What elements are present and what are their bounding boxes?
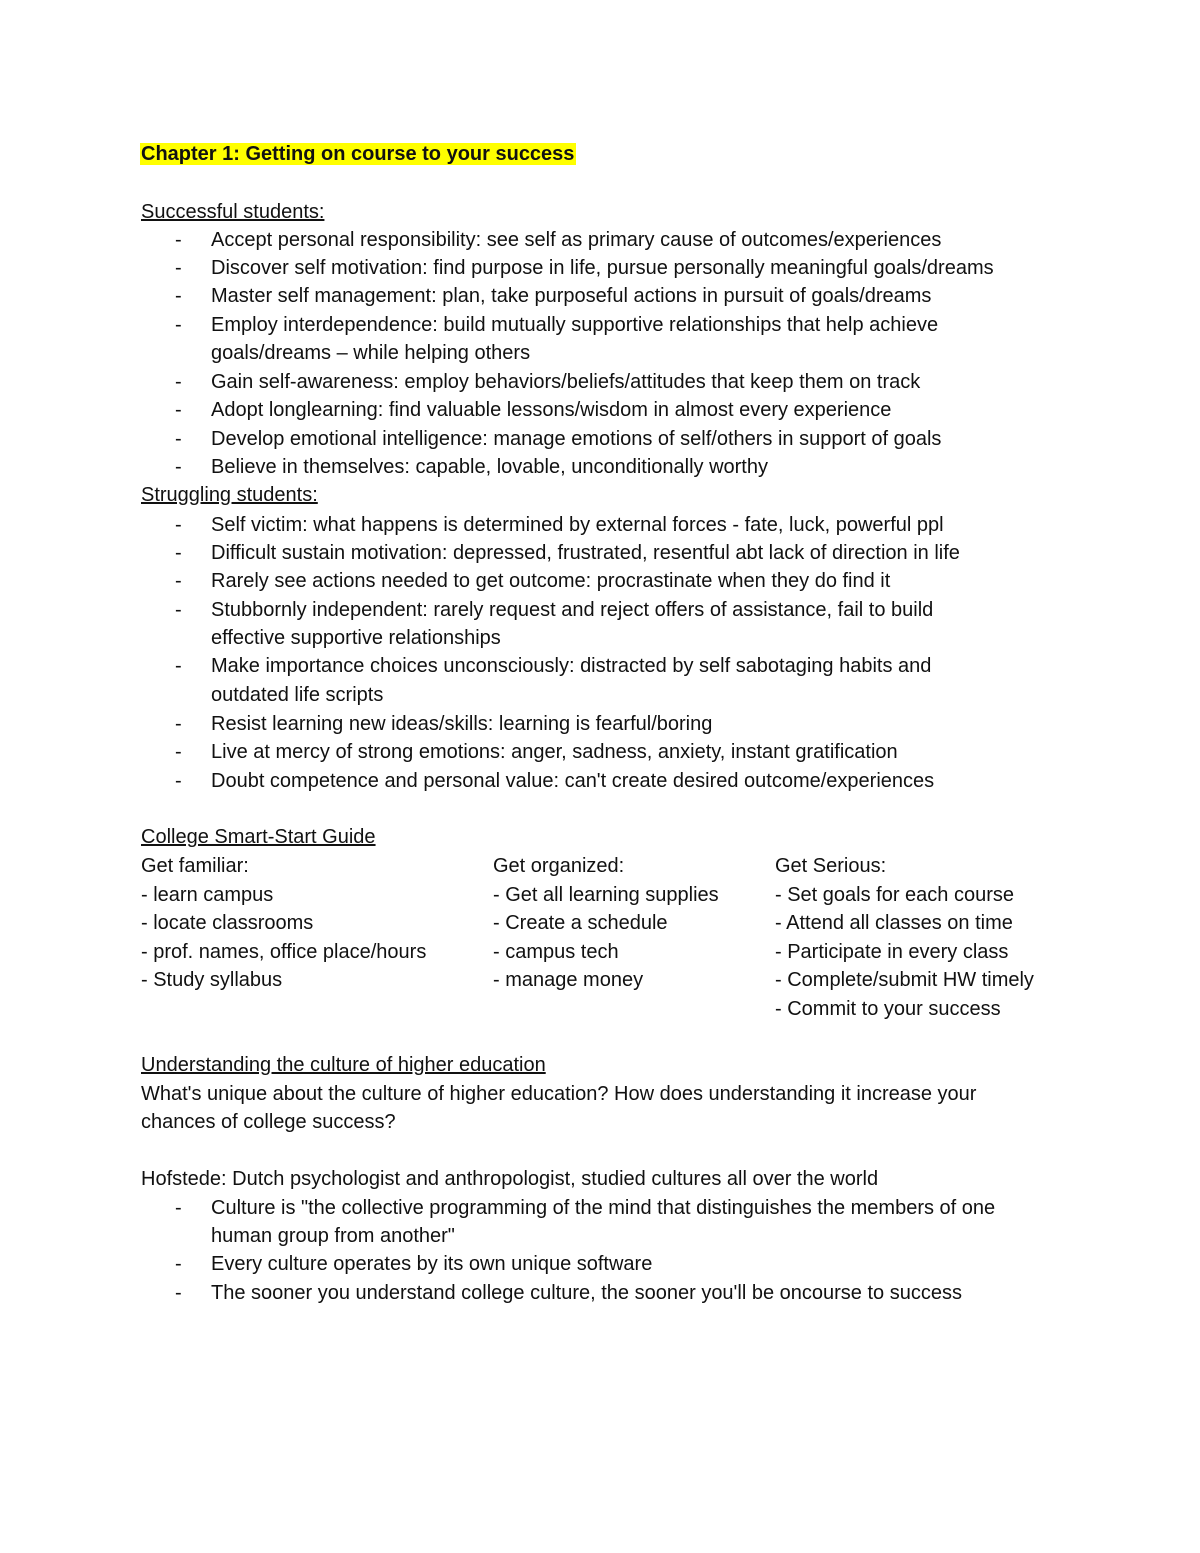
column-item: - Participate in every class — [775, 940, 1009, 963]
bullet-marker: - — [175, 257, 182, 279]
list-item: Stubbornly independent: rarely request and reject offers of assistance, fail to build — [211, 599, 934, 621]
list-item: Accept personal responsibility: see self as primary cause of outcomes/experiences — [211, 229, 942, 251]
guide-heading: College Smart-Start Guide — [141, 826, 376, 848]
guide-column-organized — [493, 852, 719, 995]
bullet-marker: - — [175, 570, 182, 592]
bullet-marker: - — [175, 713, 182, 735]
list-item: Make importance choices unconsciously: distracted by self sabotaging habits and — [211, 655, 932, 677]
successful-heading: Successful students: — [141, 201, 325, 223]
list-item: Difficult sustain motivation: depressed, frustrated, resentful abt lack of direction in life — [211, 542, 960, 564]
chapter-title: Chapter 1: Getting on course to your success — [141, 143, 575, 165]
column-heading: Get Serious: — [775, 855, 887, 877]
column-item: - learn campus — [141, 883, 274, 906]
culture-question: What's unique about the culture of higher education? How does understanding it increase your — [141, 1083, 977, 1105]
bullet-marker: - — [175, 655, 182, 677]
list-item-continuation: human group from another" — [211, 1225, 455, 1247]
list-item: Believe in themselves: capable, lovable, unconditionally worthy — [211, 456, 768, 478]
bullet-marker: - — [175, 599, 182, 621]
list-item-continuation: goals/dreams – while helping others — [211, 342, 531, 364]
bullet-marker: - — [175, 314, 182, 336]
bullet-marker: - — [175, 542, 182, 564]
list-item: Employ interdependence: build mutually supportive relationships that help achieve — [211, 314, 939, 336]
column-item: - Set goals for each course — [775, 883, 1015, 906]
guide-column-familiar — [141, 852, 426, 995]
column-item: - Study syllabus — [141, 969, 283, 991]
column-heading: Get familiar: — [141, 855, 249, 877]
bullet-marker: - — [175, 1253, 182, 1275]
list-item: Discover self motivation: find purpose in life, pursue personally meaningful goals/dreams — [211, 257, 994, 279]
bullet-marker: - — [175, 428, 182, 450]
list-item: Adopt longlearning: find valuable lessons/wisdom in almost every experience — [211, 399, 892, 421]
list-item: Live at mercy of strong emotions: anger, sadness, anxiety, instant gratification — [211, 741, 898, 763]
bullet-marker: - — [175, 285, 182, 307]
list-item: Resist learning new ideas/skills: learning is fearful/boring — [211, 713, 713, 735]
column-item: - Commit to your success — [775, 997, 1001, 1020]
column-item: - Attend all classes on time — [775, 912, 1013, 934]
column-item: - Complete/submit HW timely — [775, 969, 1034, 991]
list-item: Every culture operates by its own unique software — [211, 1253, 653, 1275]
struggling-heading: Struggling students: — [141, 484, 318, 506]
list-item-continuation: effective supportive relationships — [211, 627, 501, 649]
culture-question-continuation: chances of college success? — [141, 1111, 396, 1133]
list-item: Master self management: plan, take purposeful actions in pursuit of goals/dreams — [211, 285, 932, 307]
bullet-marker: - — [175, 770, 182, 792]
culture-heading: Understanding the culture of higher education — [141, 1054, 546, 1076]
column-item: - manage money — [493, 969, 644, 991]
bullet-marker: - — [175, 1197, 182, 1219]
bullet-marker: - — [175, 229, 182, 251]
guide-column-serious — [775, 852, 1034, 1023]
column-item: - locate classrooms — [141, 912, 314, 934]
list-item: Develop emotional intelligence: manage emotions of self/others in support of goals — [211, 428, 942, 450]
bullet-marker: - — [175, 399, 182, 421]
bullet-marker: - — [175, 371, 182, 393]
chapter-title-line — [141, 140, 576, 168]
list-item: The sooner you understand college culture, the sooner you'll be oncourse to success — [211, 1282, 962, 1304]
bullet-marker: - — [175, 514, 182, 536]
list-item: Rarely see actions needed to get outcome: procrastinate when they do find it — [211, 570, 891, 592]
list-item-continuation: outdated life scripts — [211, 684, 384, 706]
column-heading: Get organized: — [493, 855, 625, 877]
column-item: - campus tech — [493, 940, 619, 963]
bullet-marker: - — [175, 741, 182, 763]
column-item: - Get all learning supplies — [493, 883, 719, 906]
list-item: Culture is "the collective programming of the mind that distinguishes the members of one — [211, 1197, 996, 1219]
column-item: - prof. names, office place/hours — [141, 940, 427, 963]
hofstede-intro: Hofstede: Dutch psychologist and anthropologist, studied cultures all over the world — [141, 1168, 879, 1190]
list-item: Gain self-awareness: employ behaviors/beliefs/attitudes that keep them on track — [211, 371, 921, 393]
bullet-marker: - — [175, 1282, 182, 1304]
bullet-marker: - — [175, 456, 182, 478]
column-item: - Create a schedule — [493, 912, 668, 934]
list-item: Self victim: what happens is determined by external forces - fate, luck, powerful ppl — [211, 514, 944, 536]
list-item: Doubt competence and personal value: can't create desired outcome/experiences — [211, 770, 935, 792]
